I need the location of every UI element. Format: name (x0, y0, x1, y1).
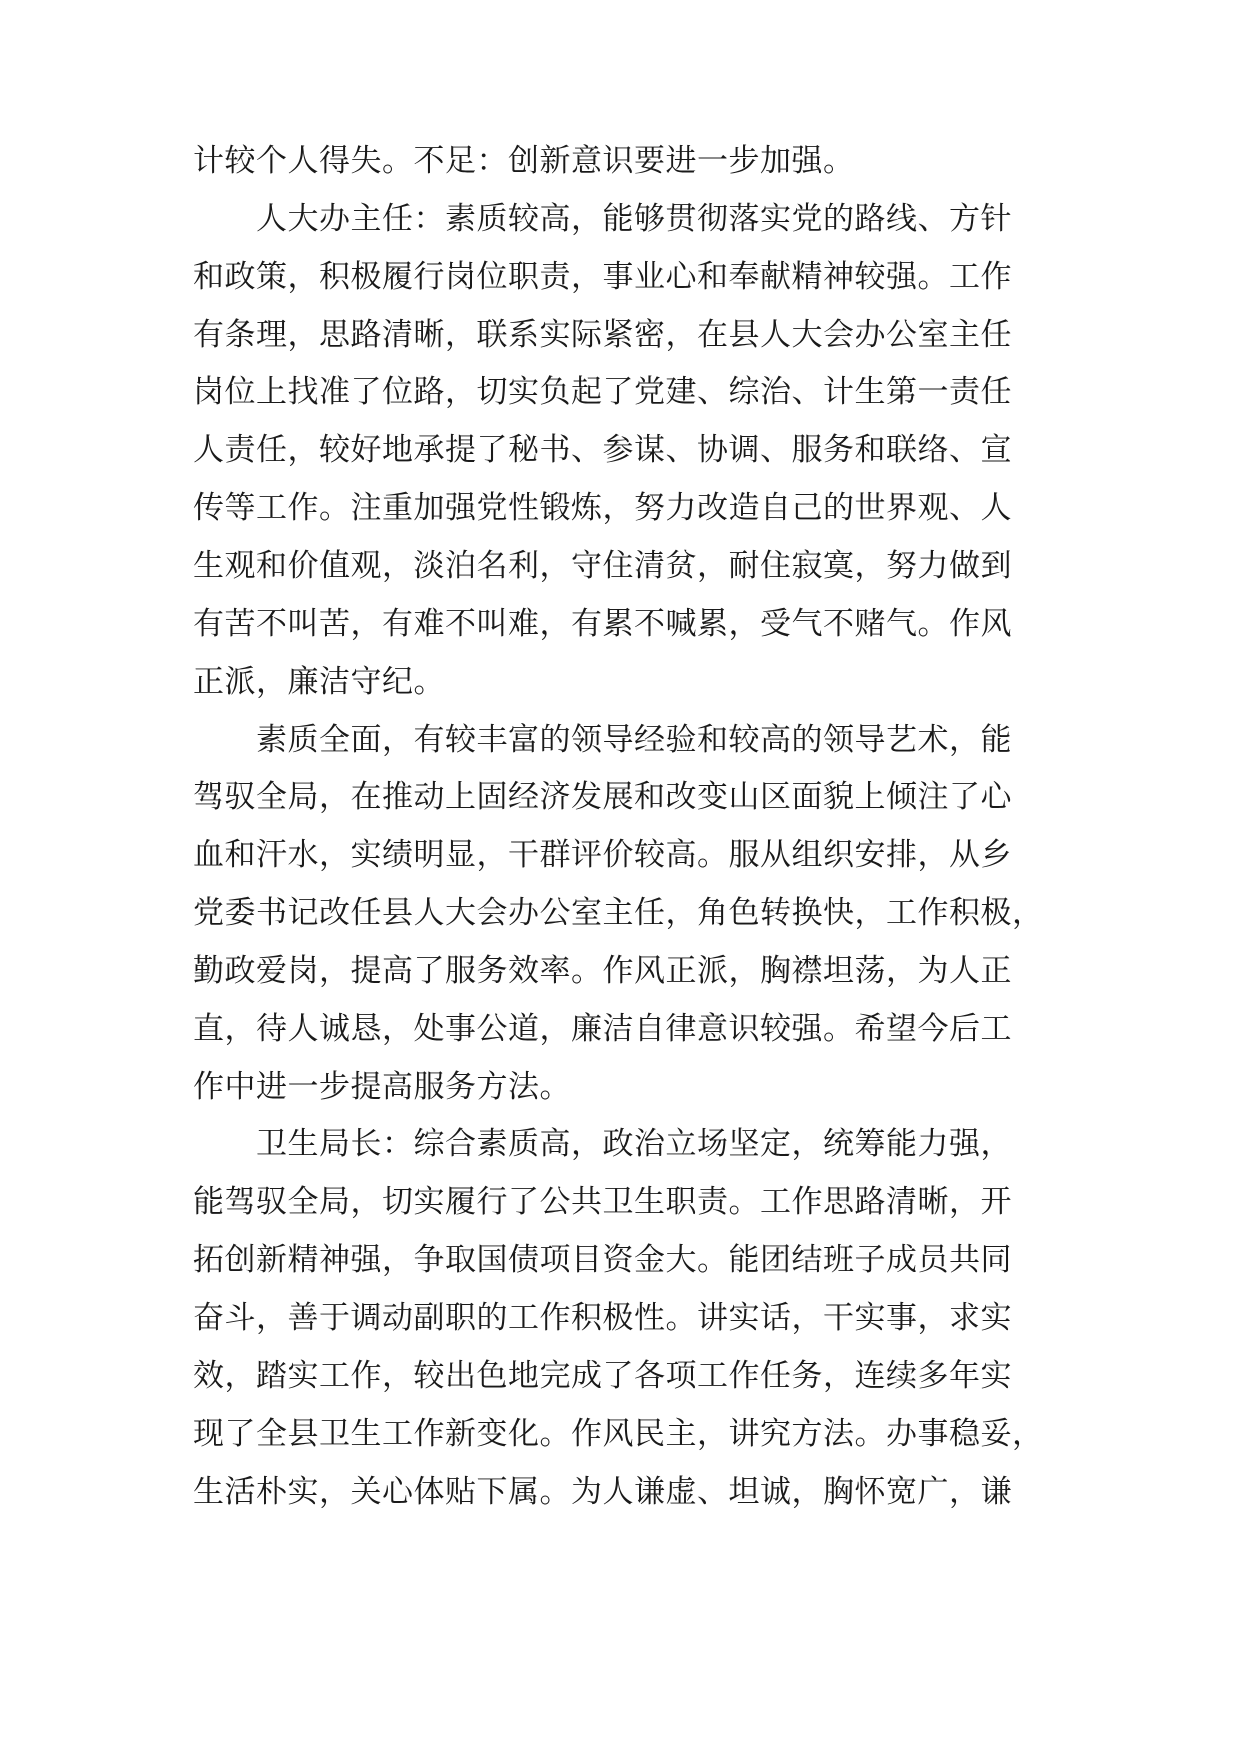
text-line: 有条理，思路清晰，联系实际紧密，在县人大会办公室主任 (193, 317, 1012, 353)
text-line: 奋斗，善于调动副职的工作积极性。讲实话，干实事，求实 (193, 1300, 1012, 1336)
text-line: 党委书记改任县人大会办公室主任，角色转换快，工作积极， (193, 895, 1044, 931)
text-line: 卫生局长：综合素质高，政治立场坚定，统筹能力强， (256, 1126, 1012, 1162)
text-line: 正派，廉洁守纪。 (193, 664, 445, 700)
text-line: 生观和价值观，淡泊名利，守住清贫，耐住寂寞，努力做到 (193, 548, 1012, 584)
text-line: 勤政爱岗，提高了服务效率。作风正派，胸襟坦荡，为人正 (193, 953, 1012, 989)
text-line: 人大办主任：素质较高，能够贯彻落实党的路线、方针 (256, 201, 1012, 237)
text-line: 人责任，较好地承提了秘书、参谋、协调、服务和联络、宣 (193, 432, 1012, 468)
text-line: 驾驭全局，在推动上固经济发展和改变山区面貌上倾注了心 (193, 779, 1012, 815)
text-line: 效，踏实工作，较出色地完成了各项工作任务，连续多年实 (193, 1358, 1012, 1394)
text-line: 素质全面，有较丰富的领导经验和较高的领导艺术，能 (256, 722, 1012, 758)
text-line: 岗位上找准了位路，切实负起了党建、综治、计生第一责任 (193, 374, 1012, 410)
text-line: 能驾驭全局，切实履行了公共卫生职责。工作思路清晰，开 (193, 1184, 1012, 1220)
text-line: 直，待人诚恳，处事公道，廉洁自律意识较强。希望今后工 (193, 1011, 1012, 1047)
text-line: 传等工作。注重加强党性锻炼，努力改造自己的世界观、人 (193, 490, 1012, 526)
text-line: 生活朴实，关心体贴下属。为人谦虚、坦诚，胸怀宽广，谦 (193, 1474, 1012, 1510)
text-line: 有苦不叫苦，有难不叫难，有累不喊累，受气不赌气。作风 (193, 606, 1012, 642)
text-line: 拓创新精神强，争取国债项目资金大。能团结班子成员共同 (193, 1242, 1012, 1278)
text-line: 作中进一步提高服务方法。 (193, 1069, 571, 1105)
text-line: 现了全县卫生工作新变化。作风民主，讲究方法。办事稳妥， (193, 1416, 1044, 1452)
text-line: 和政策，积极履行岗位职责，事业心和奉献精神较强。工作 (193, 259, 1012, 295)
text-line: 血和汗水，实绩明显，干群评价较高。服从组织安排，从乡 (193, 837, 1012, 873)
text-line: 计较个人得失。不足：创新意识要进一步加强。 (193, 143, 855, 179)
